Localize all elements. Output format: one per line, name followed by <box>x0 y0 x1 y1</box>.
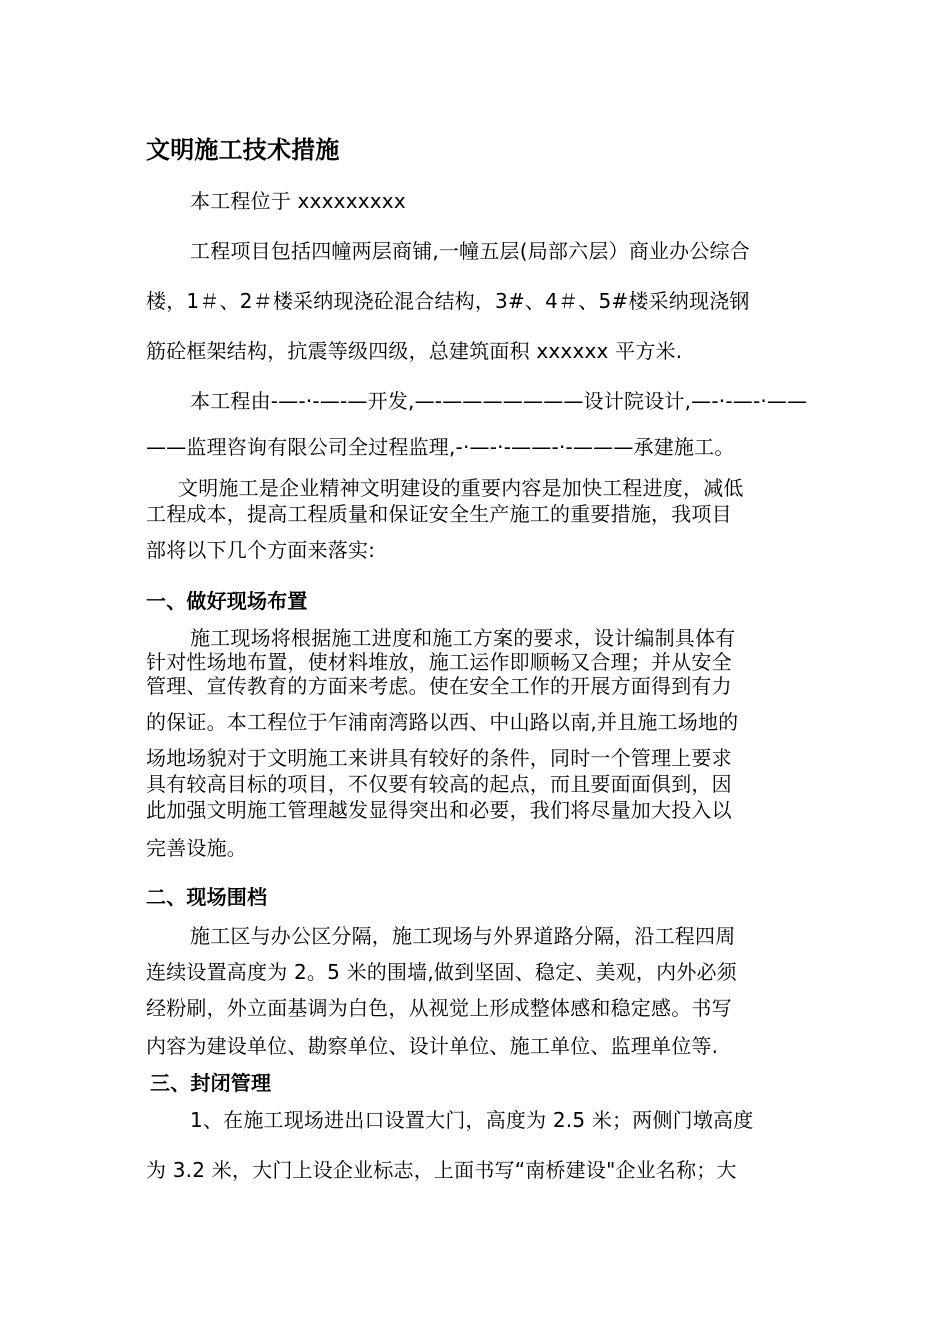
intro-purpose-line: 部将以下几个方面来落实: <box>146 538 376 562</box>
section-heading: 三、封闭管理 <box>150 1071 272 1095</box>
section-line: 内容为建设单位、勘察单位、设计单位、施工单位、监理单位等. <box>146 1034 719 1058</box>
intro-parties-line: ——监理咨询有限公司全过程监理,-·—-·-——-·-———承建施工。 <box>146 435 735 459</box>
document-title: 文明施工技术措施 <box>146 136 340 164</box>
section-line: 为 3.2 米，大门上设企业标志，上面书写“南桥建设"企业名称；大 <box>146 1158 737 1182</box>
section-line: 施工现场将根据施工进度和施工方案的要求，设计编制具体有 <box>190 626 736 650</box>
section-line: 此加强文明施工管理越发显得突出和必要，我们将尽量加大投入以 <box>146 798 732 822</box>
intro-scope-line: 楼，1＃、2＃楼采纳现浇砼混合结构，3#、4＃、5#楼采纳现浇钢 <box>146 289 750 313</box>
section-heading: 一、做好现场布置 <box>146 589 308 613</box>
intro-scope-line: 筋砼框架结构，抗震等级四级，总建筑面积 xxxxxx 平方米. <box>146 339 683 363</box>
intro-parties-line: 本工程由-—-·-—-—开发,—-———————设计院设计,—-·-—-·—— <box>190 389 808 413</box>
intro-scope-line: 工程项目包括四幢两层商铺,一幢五层(局部六层）商业办公综合 <box>190 239 750 263</box>
section-heading: 二、现场围档 <box>146 885 268 909</box>
section-line: 连续设置高度为 2。5 米的围墙,做到坚固、稳定、美观，内外必须 <box>146 960 737 984</box>
section-line: 施工区与办公区分隔，施工现场与外界道路分隔，沿工程四周 <box>190 924 736 948</box>
section-line: 管理、宣传教育的方面来考虑。使在安全工作的开展方面得到有力 <box>146 674 732 698</box>
intro-location: 本工程位于 xxxxxxxxx <box>190 189 406 213</box>
section-line: 针对性场地布置，使材料堆放，施工运作即顺畅又合理；并从安全 <box>146 650 732 674</box>
section-line: 具有较高目标的项目，不仅要有较高的起点，而且要面面俱到，因 <box>146 772 732 796</box>
section-line: 的保证。本工程位于乍浦南湾路以西、中山路以南,并且施工场地的 <box>146 710 739 734</box>
section-line: 经粉刷，外立面基调为白色，从视觉上形成整体感和稳定感。书写 <box>146 996 732 1020</box>
intro-purpose-line: 文明施工是企业精神文明建设的重要内容是加快工程进度，减低 <box>178 476 744 500</box>
section-line: 场地场貌对于文明施工来讲具有较好的条件，同时一个管理上要求 <box>146 746 732 770</box>
intro-purpose-line: 工程成本，提高工程质量和保证安全生产施工的重要措施，我项目 <box>146 502 732 526</box>
section-line: 完善设施。 <box>146 836 247 860</box>
section-line: 1、在施工现场进出口设置大门，高度为 2.5 米；两侧门墩高度 <box>190 1108 754 1132</box>
